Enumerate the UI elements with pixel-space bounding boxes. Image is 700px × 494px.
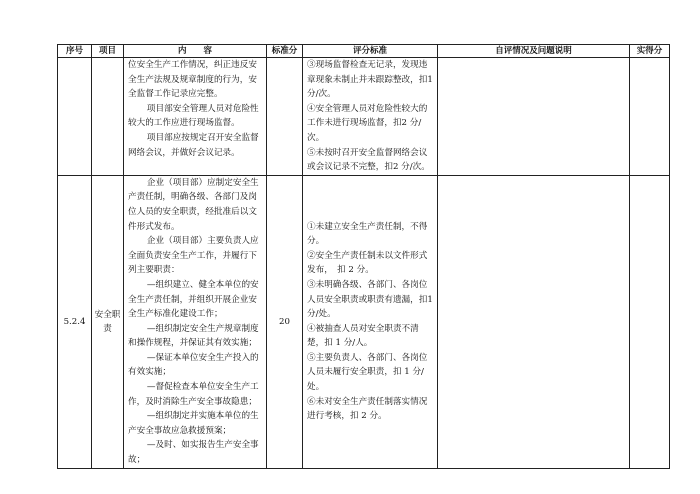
actual-score-cell[interactable]: [630, 58, 670, 176]
standard-item: ⑤未按时召开安全监督网络会议或会议记录不完整，扣2 分/次。: [307, 147, 430, 173]
self-eval-cell[interactable]: [438, 175, 630, 468]
header-standard: 评分标准: [303, 45, 438, 58]
content-paragraph: 项目部应按规定召开安全监督网络会议，并做好会议记录。: [128, 132, 259, 158]
header-self-eval: 自评情况及问题说明: [438, 45, 630, 58]
standard-item: ①未建立安全生产责任制，不得分。: [307, 221, 428, 247]
content-cell: [124, 175, 267, 468]
content-paragraph: 企业（项目部）主要负责人应全面负责安全生产工作，并履行下列主要职责：: [128, 236, 259, 276]
standard-item: ②安全生产责任制未以文件形式发布， 扣 2 分。: [307, 250, 428, 276]
table-row: [58, 175, 670, 468]
header-content: 内 容: [124, 45, 267, 58]
standard-cell: [303, 58, 438, 176]
content-paragraph: 企业（项目部）应制定安全生产责任制，明确各级、各部门及岗位人员的安全职责，经批准后以文件形式发布。: [128, 177, 259, 232]
standard-item: ④被抽查人员对安全职责不清楚，扣 1 分/人。: [307, 323, 419, 349]
evaluation-table: [57, 44, 670, 469]
content-paragraph: —保证本单位安全生产投入的有效实施；: [128, 352, 259, 378]
content-paragraph: 项目部安全管理人员对危险性较大的工作应进行现场监督。: [128, 103, 259, 129]
content-cell: [124, 58, 267, 176]
content-paragraph: 位安全生产工作情况，纠正违反安全生产法规及规章制度的行为，安全监督工作记录应完整。: [128, 60, 257, 100]
seq-cell: 5.2.4: [58, 175, 92, 468]
self-eval-cell[interactable]: [438, 58, 630, 176]
standard-item: ③未明确各级、各部门、各岗位人员安全职责或职责有遗漏，扣1 分/处。: [307, 279, 433, 320]
header-item: 项目: [92, 45, 124, 58]
item-cell: [92, 58, 124, 176]
content-paragraph: —组织制定并实施本单位的生产安全事故应急救援预案；: [128, 411, 259, 436]
standard-item: ⑥未对安全生产责任制落实情况进行考核，扣 2 分。: [307, 396, 428, 422]
score-cell: [267, 58, 303, 176]
item-cell: 安全职责: [92, 175, 124, 468]
header-score: 标准分: [267, 45, 303, 58]
header-actual: 实得分: [630, 45, 670, 58]
score-cell: 20: [267, 175, 303, 468]
content-paragraph: —组织建立、健全本单位的安全生产责任制，并组织开展企业安全生产标准化建设工作；: [128, 279, 259, 320]
header-row: [58, 45, 670, 58]
seq-cell: [58, 58, 92, 176]
standard-item: ③现场监督检查无记录，发现违章现象未制止并未跟踪整改，扣1 分/次。: [307, 60, 433, 100]
standard-cell: [303, 175, 438, 468]
content-paragraph: —督促检查本单位安全生产工作，及时消除生产安全事故隐患；: [128, 382, 259, 407]
standard-item: ④安全管理人员对危险性较大的工作未进行现场监督，扣2 分/次。: [307, 103, 428, 143]
table-row: [58, 58, 670, 176]
content-paragraph: —及时、如实报告生产安全事故；: [128, 440, 259, 466]
standard-item: ⑤主要负责人、各部门、各岗位人员未履行安全职责，扣 1 分/处。: [307, 352, 428, 393]
header-seq: 序号: [58, 45, 92, 58]
content-paragraph: —组织制定安全生产规章制度和操作规程，并保证其有效实施；: [128, 323, 259, 349]
actual-score-cell[interactable]: [630, 175, 670, 468]
